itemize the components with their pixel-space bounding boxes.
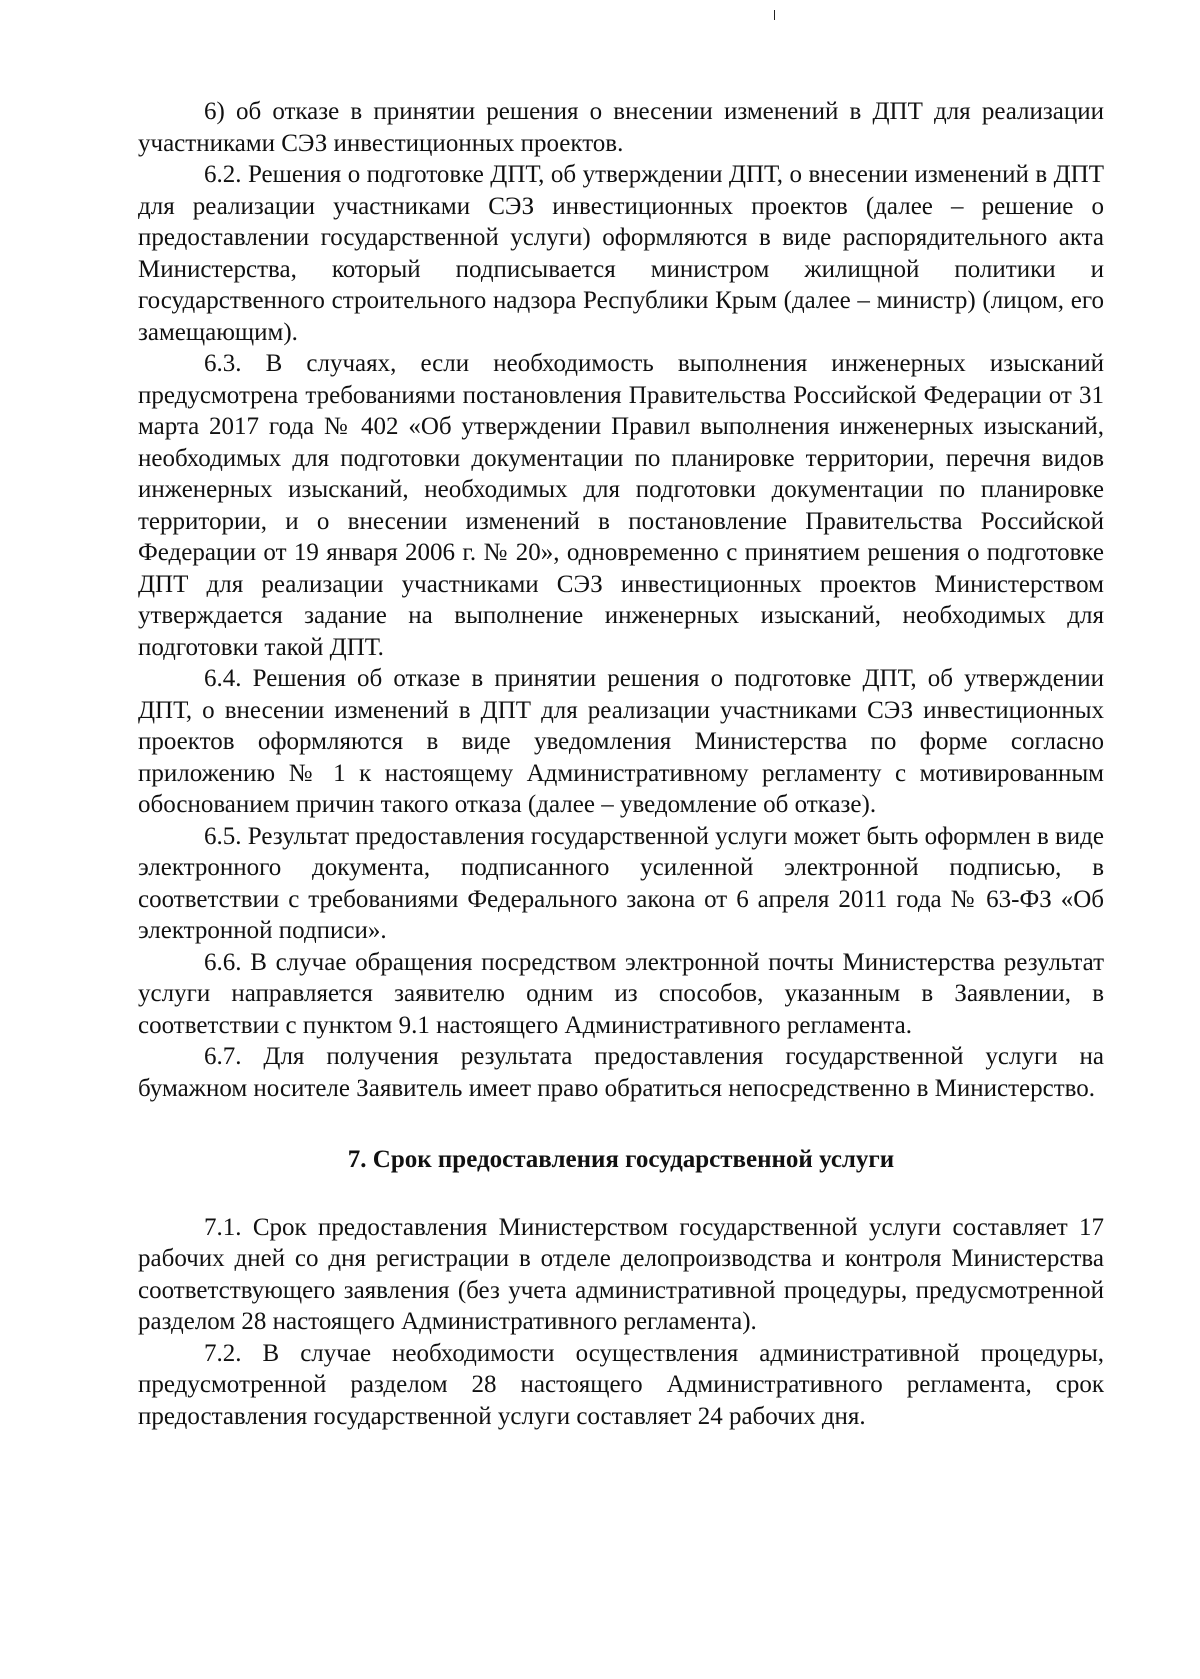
section-7-heading: 7. Срок предоставления государственной услуги [347,1146,895,1173]
paragraph-6-4: 6.4. Решения об отказе в принятии решения о подготовке ДПТ, об утверждении ДПТ, о внесении изменений в ДПТ для реализации участниками СЭЗ инвестиционных проектов оформляются в виде уведомления Министерства по форме согласно приложению № 1 к настоящему Административному регламенту с мотивированным обоснованием причин такого отказа (далее – уведомление об отказе). [138,665,1104,818]
paragraph-6-7: 6.7. Для получения результата предоставления государственной услуги на бумажном носителе Заявитель имеет право обратиться непосредственно в Министерство. [138,1043,1104,1102]
paragraph-7-2: 7.2. В случае необходимости осуществления административной процедуры, предусмотренной разделом 28 настоящего Административного регламента, срок предоставления государственной услуги составляет 24 рабочих дня. [138,1339,1104,1430]
paragraph-6-2: 6.2. Решения о подготовке ДПТ, об утверждении ДПТ, о внесении изменений в ДПТ для реализации участниками СЭЗ инвестиционных проектов (далее – решение о предоставлении государственной услуги) оформляются в виде распорядительного акта Министерства, который подписывается министром жилищной политики и государственного строительного надзора Республики Крым (далее – министр) (лицом, его замещающим). [138,161,1104,346]
paragraph-6-6: 6.6. В случае обращения посредством электронной почты Министерства результат услуги направляется заявителю одним из способов, указанным в Заявлении, в соответствии с пунктом 9.1 настоящего Административного регламента. [138,948,1104,1039]
page-edge-mark [774,10,775,20]
paragraph-6-3: 6.3. В случаях, если необходимость выполнения инженерных изысканий предусмотрена требованиями постановления Правительства Российской Федерации от 31 марта 2017 года № 402 «Об утверждении Правил выполнения инженерных изысканий, необходимых для подготовки документации по планировке территории, перечня видов инженерных изысканий, необходимых для подготовки документации по планировке территории, и о внесении изменений в постановление Правительства Российской Федерации от 19 января 2006 г. № 20», одновременно с принятием решения о подготовке ДПТ для реализации участниками СЭЗ инвестиционных проектов Министерством утверждается задание на выполнение инженерных изысканий, необходимых для подготовки такой ДПТ. [138,350,1104,661]
document-body [138,96,1104,1432]
paragraph-6-5: 6.5. Результат предоставления государственной услуги может быть оформлен в виде электронного документа, подписанного усиленной электронной подписью, в соответствии с требованиями Федерального закона от 6 апреля 2011 года № 63-ФЗ «Об электронной подписи». [138,822,1104,944]
paragraph-6-item-6: 6) об отказе в принятии решения о внесении изменений в ДПТ для реализации участниками СЭЗ инвестиционных проектов. [138,98,1104,157]
paragraph-7-1: 7.1. Срок предоставления Министерством государственной услуги составляет 17 рабочих дней со дня регистрации в отделе делопроизводства и контроля Министерства соответствующего заявления (без учета административной процедуры, предусмотренной разделом 28 настоящего Административного регламента). [138,1213,1104,1335]
